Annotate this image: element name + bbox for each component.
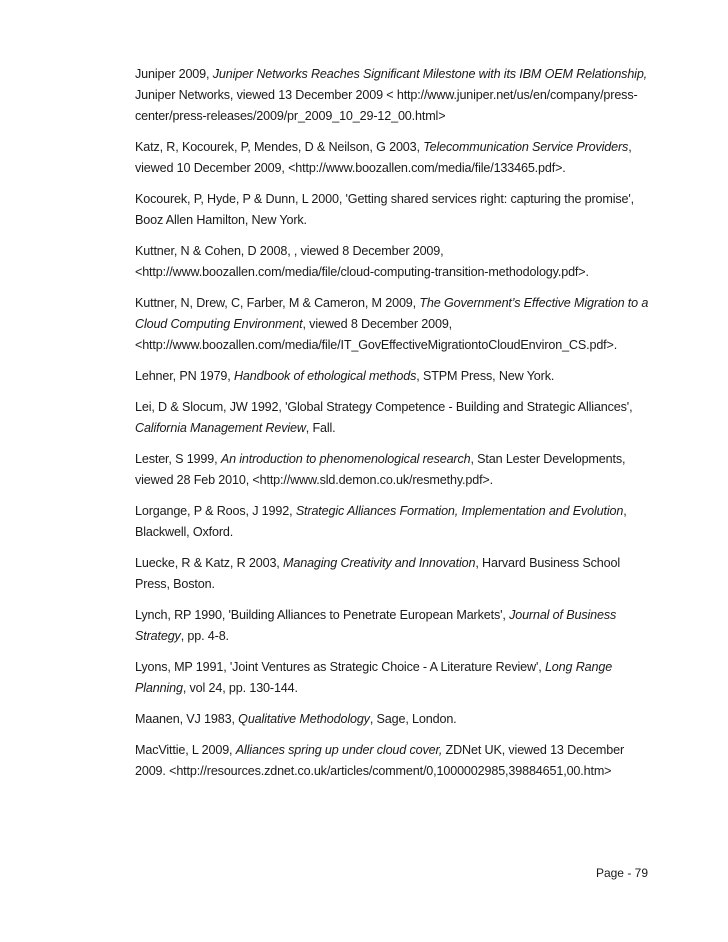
reference-text: , Blackwell, Oxford. [135,504,627,539]
reference-text: Lester, S 1999, [135,452,221,466]
reference-entry [135,501,653,543]
reference-entry [135,657,653,699]
reference-entry [135,553,653,595]
reference-text: Maanen, VJ 1983, [135,712,239,726]
reference-entry [135,241,653,283]
reference-title: Telecommunication Service Providers [423,140,629,154]
reference-text: , viewed 8 December 2009, <http://www.boozallen.com/media/file/IT_GovEffectiveMigrationtoCloudEnviron_CS.pdf>. [135,317,618,352]
reference-text: Juniper Networks, viewed 13 December 2009 < http://www.juniper.net/us/en/company/press-center/press-releases/2009/pr_2009_10_29-12_00.html> [135,88,638,123]
reference-list [135,64,653,792]
reference-text: Kuttner, N & Cohen, D 2008, , viewed 8 December 2009, <http://www.boozallen.com/media/file/cloud-computing-transition-methodology.pdf>. [135,244,589,279]
reference-entry [135,293,653,356]
reference-title: An introduction to phenomenological research [220,452,471,466]
reference-entry [135,709,653,730]
reference-title: Strategic Alliances Formation, Implementation and Evolution [295,504,624,518]
reference-title: California Management Review [135,421,306,435]
reference-text: Lehner, PN 1979, [135,369,234,383]
reference-text: , Sage, London. [369,712,457,726]
reference-entry [135,137,653,179]
reference-entry [135,605,653,647]
reference-text: Luecke, R & Katz, R 2003, [135,556,284,570]
reference-text: , Stan Lester Developments, viewed 28 Feb 2010, <http://www.sld.demon.co.uk/resmethy.pdf>. [135,452,626,487]
reference-text: , Harvard Business School Press, Boston. [135,556,620,591]
reference-text: , STPM Press, New York. [416,369,555,383]
reference-entry [135,397,653,439]
reference-text: MacVittie, L 2009, [135,743,236,757]
reference-text: Juniper 2009, [135,67,213,81]
reference-text: Kocourek, P, Hyde, P & Dunn, L 2000, 'Getting shared services right: capturing the promise', Booz Allen Hamilton, New York. [135,192,635,227]
reference-text: , viewed 10 December 2009, <http://www.boozallen.com/media/file/133465.pdf>. [135,140,632,175]
reference-entry [135,189,653,231]
reference-title: Managing Creativity and Innovation [283,556,476,570]
reference-title: Alliances spring up under cloud cover, [235,743,443,757]
reference-title: Handbook of ethological methods [233,369,417,383]
reference-title: The Government’s Effective Migration to a Cloud Computing Environment [135,296,649,331]
reference-text: , pp. 4-8. [180,629,229,643]
reference-title: Qualitative Methodology [238,712,370,726]
reference-text: Katz, R, Kocourek, P, Mendes, D & Neilson, G 2003, [135,140,424,154]
reference-title: Long Range Planning [135,660,613,695]
reference-text: Lei, D & Slocum, JW 1992, 'Global Strategy Competence - Building and Strategic Alliances', [135,400,633,414]
reference-text: Lynch, RP 1990, 'Building Alliances to Penetrate European Markets', [135,608,510,622]
reference-entry [135,366,653,387]
reference-text: Lyons, MP 1991, 'Joint Ventures as Strategic Choice - A Literature Review', [135,660,545,674]
reference-title: Journal of Business Strategy [135,608,617,643]
reference-title: Juniper Networks Reaches Significant Milestone with its IBM OEM Relationship, [212,67,648,81]
reference-entry [135,740,653,782]
reference-entry [135,64,653,127]
reference-text: Lorgange, P & Roos, J 1992, [135,504,296,518]
reference-text: , vol 24, pp. 130-144. [182,681,298,695]
page-number: Page - 79 [595,866,648,880]
reference-text: Kuttner, N, Drew, C, Farber, M & Cameron, M 2009, [135,296,420,310]
reference-entry [135,449,653,491]
reference-text: , Fall. [305,421,336,435]
reference-text: ZDNet UK, viewed 13 December 2009. <http://resources.zdnet.co.uk/articles/comment/0,1000002985,39884651,00.htm> [135,743,625,778]
